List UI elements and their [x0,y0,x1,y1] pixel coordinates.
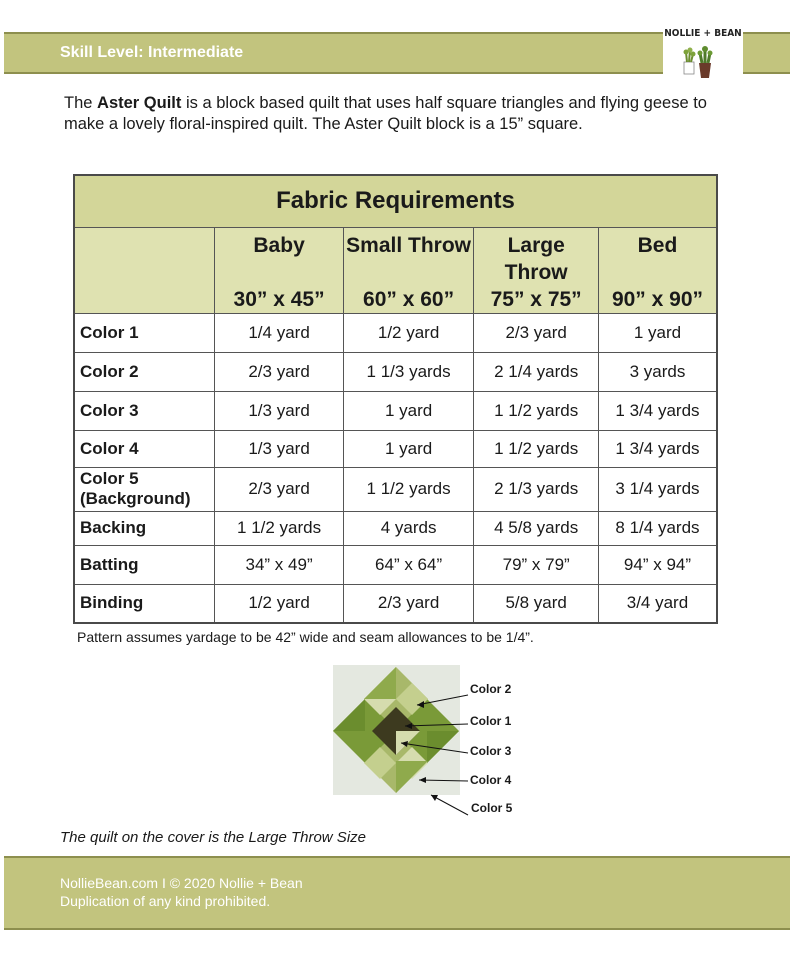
table-title: Fabric Requirements [74,175,717,227]
table-row [74,467,717,511]
table-cell: 5/8 yard [474,584,599,623]
table-cell: 2/3 yard [474,313,599,352]
brand-logo [663,24,743,82]
size-header [343,227,474,313]
table-cell: 1 yard [343,391,474,430]
size-header-row [74,227,717,313]
size-header [474,227,599,313]
intro-text-start: The [64,94,98,112]
row-label: Color 5 (Background) [74,467,215,511]
table-row [74,545,717,584]
size-name: Small Throw [346,233,472,257]
table-cell: 1 1/2 yards [215,511,343,545]
table-cell: 8 1/4 yards [598,511,717,545]
footer-copyright: NollieBean.com I © 2020 Nollie + Bean [60,875,303,891]
size-name: Baby [253,233,305,257]
size-dims: 75” x 75” [490,287,582,311]
table-cell: 79” x 79” [474,545,599,584]
table-cell: 1 1/2 yards [343,467,474,511]
diagram-label: Color 4 [470,773,512,787]
table-cell: 2/3 yard [215,467,343,511]
row-label: Color 2 [74,352,215,391]
table-cell: 1 3/4 yards [598,391,717,430]
cover-size-note: The quilt on the cover is the Large Throw Size [60,829,366,846]
diagram-label: Color 1 [470,714,512,728]
table-cell: 2 1/3 yards [474,467,599,511]
table-cell: 34” x 49” [215,545,343,584]
diagram-label: Color 2 [470,682,512,696]
table-cell: 3 1/4 yards [598,467,717,511]
table-cell: 4 yards [343,511,474,545]
row-label: Color 1 [74,313,215,352]
footer-disclaimer: Duplication of any kind prohibited. [60,893,271,909]
row-label: Color 3 [74,391,215,430]
table-row [74,430,717,467]
table-cell: 2 1/4 yards [474,352,599,391]
table-cell: 3 yards [598,352,717,391]
table-cell: 3/4 yard [598,584,717,623]
table-title-row [74,175,717,227]
table-cell: 1 3/4 yards [598,430,717,467]
table-cell: 2/3 yard [343,584,474,623]
footer-band [4,856,790,930]
table-cell: 64” x 64” [343,545,474,584]
table-cell: 1 1/2 yards [474,430,599,467]
block-diagram [325,663,525,823]
table-cell: 1/2 yard [215,584,343,623]
corner-header [74,227,215,313]
size-header [215,227,343,313]
table-cell: 2/3 yard [215,352,343,391]
size-dims: 30” x 45” [233,287,325,311]
table-cell: 1/4 yard [215,313,343,352]
potted-plants-icon [679,42,725,80]
table-cell: 94” x 94” [598,545,717,584]
row-label: Batting [74,545,215,584]
row-label: Backing [74,511,215,545]
logo-text: NOLLIE + BEAN [664,28,742,39]
row-label: Color 4 [74,430,215,467]
size-name: Bed [637,233,678,257]
yardage-note: Pattern assumes yardage to be 42” wide and seam allowances to be 1/4”. [77,629,534,645]
table-row [74,313,717,352]
size-dims: 90” x 90” [611,287,704,311]
table-cell: 1 1/2 yards [474,391,599,430]
row-label: Binding [74,584,215,623]
size-name: Large Throw [504,233,568,284]
quilt-name: Aster Quilt [97,94,182,112]
table-cell: 1/3 yard [215,391,343,430]
table-cell: 4 5/8 yards [474,511,599,545]
table-row [74,391,717,430]
table-row [74,352,717,391]
table-cell: 1 1/3 yards [343,352,474,391]
diagram-label: Color 3 [470,744,512,758]
table-cell: 1/3 yard [215,430,343,467]
intro-paragraph [64,93,744,135]
table-row [74,584,717,623]
size-dims: 60” x 60” [363,287,455,311]
size-header [598,227,717,313]
table-cell: 1 yard [343,430,474,467]
diagram-label: Color 5 [471,801,513,815]
skill-level: Skill Level: Intermediate [60,44,244,61]
table-cell: 1 yard [598,313,717,352]
fabric-requirements-table [73,174,718,624]
intro-text-rest: is a block based quilt that uses half square triangles and flying geese to make a lovely floral-inspired quilt. The Aster Quilt block is a 15” square. [64,94,707,133]
table-row [74,511,717,545]
table-cell: 1/2 yard [343,313,474,352]
